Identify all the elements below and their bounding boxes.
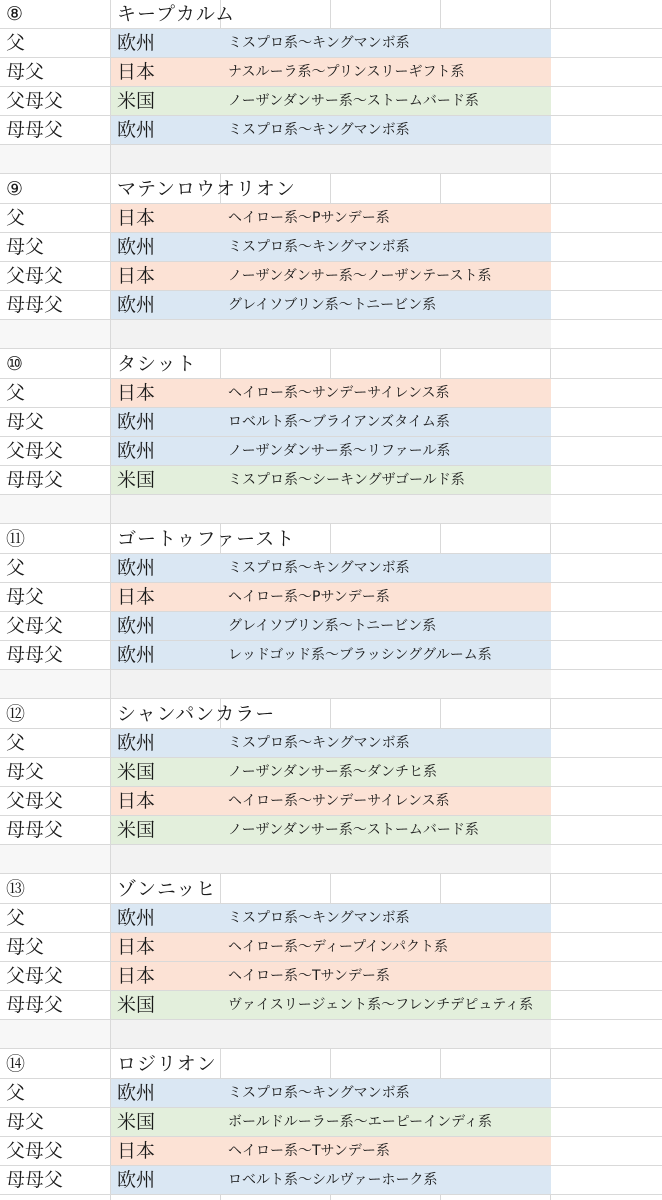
relation-label: 父母父 xyxy=(6,1140,64,1162)
region-label: 欧州 xyxy=(117,294,156,316)
pedigree-row xyxy=(0,1079,662,1108)
region-label: 日本 xyxy=(117,936,156,958)
relation-label: 父母父 xyxy=(6,440,64,462)
horse-number: ⑭ xyxy=(6,1053,26,1075)
pedigree-row xyxy=(0,204,662,233)
pedigree-row xyxy=(0,612,662,641)
horse-number: ⑧ xyxy=(6,3,24,25)
bloodline-label: ノーザンダンサー系～ダンチヒ系 xyxy=(228,764,438,780)
spacer-cell xyxy=(111,495,551,523)
relation-label: 父 xyxy=(6,32,26,54)
region-label: 日本 xyxy=(117,382,156,404)
region-label: 欧州 xyxy=(117,236,156,258)
relation-label: 父 xyxy=(6,557,26,579)
horse-number: ⑬ xyxy=(6,878,26,900)
pedigree-row xyxy=(0,816,662,845)
horse-name: ロジリオン xyxy=(117,1053,217,1075)
pedigree-row xyxy=(0,1166,662,1195)
bloodline-label: ロベルト系～シルヴァーホーク系 xyxy=(228,1172,438,1188)
region-label: 日本 xyxy=(117,965,156,987)
bloodline-label: ミスプロ系～キングマンボ系 xyxy=(228,35,410,51)
region-label: 欧州 xyxy=(117,411,156,433)
region-label: 米国 xyxy=(117,469,156,491)
relation-label: 母母父 xyxy=(6,994,64,1016)
horse-number: ⑨ xyxy=(6,178,24,200)
relation-label: 母父 xyxy=(6,236,45,258)
region-label: 米国 xyxy=(117,1111,156,1133)
relation-label: 母母父 xyxy=(6,119,64,141)
horse-number: ⑩ xyxy=(6,353,24,375)
pedigree-row xyxy=(0,87,662,116)
region-label: 米国 xyxy=(117,761,156,783)
region-label: 米国 xyxy=(117,90,156,112)
region-label: 日本 xyxy=(117,207,156,229)
relation-label: 母父 xyxy=(6,61,45,83)
relation-label: 父母父 xyxy=(6,790,64,812)
relation-label: 父 xyxy=(6,382,26,404)
bloodline-label: ノーザンダンサー系～ストームバード系 xyxy=(228,93,479,109)
horse-name: マテンロウオリオン xyxy=(117,178,296,200)
relation-label: 父 xyxy=(6,1082,26,1104)
spacer-row xyxy=(0,670,662,699)
relation-label: 母父 xyxy=(6,936,45,958)
horse-name: ゴートゥファースト xyxy=(117,528,296,550)
bloodline-label: ミスプロ系～キングマンボ系 xyxy=(228,239,410,255)
spacer-row xyxy=(0,145,662,174)
pedigree-row xyxy=(0,233,662,262)
relation-label: 父母父 xyxy=(6,615,64,637)
bloodline-label: ミスプロ系～キングマンボ系 xyxy=(228,122,410,138)
relation-label: 母父 xyxy=(6,411,45,433)
horse-header-row xyxy=(0,0,662,29)
bloodline-label: ヘイロー系～ディープインパクト系 xyxy=(228,939,448,955)
bloodline-label: ミスプロ系～キングマンボ系 xyxy=(228,1085,410,1101)
bloodline-label: ヘイロー系～Pサンデー系 xyxy=(228,589,390,605)
bloodline-label: ノーザンダンサー系～ストームバード系 xyxy=(228,822,479,838)
spacer-cell xyxy=(111,1020,551,1048)
bloodline-label: グレイソブリン系～トニービン系 xyxy=(228,618,437,634)
region-label: 欧州 xyxy=(117,907,156,929)
spacer-row xyxy=(0,845,662,874)
horse-header-row xyxy=(0,875,662,904)
pedigree-row xyxy=(0,408,662,437)
pedigree-row xyxy=(0,758,662,787)
relation-label: 父 xyxy=(6,907,26,929)
bloodline-label: ヴァイスリージェント系～フレンチデピュティ系 xyxy=(228,997,534,1013)
region-label: 米国 xyxy=(117,994,156,1016)
relation-label: 母母父 xyxy=(6,644,64,666)
pedigree-row xyxy=(0,262,662,291)
spacer-cell xyxy=(0,845,110,873)
pedigree-row xyxy=(0,29,662,58)
horse-name: タシット xyxy=(117,353,197,375)
pedigree-row xyxy=(0,1108,662,1137)
spacer-cell xyxy=(0,1020,110,1048)
spacer-cell xyxy=(0,145,110,173)
spacer-cell xyxy=(111,145,551,173)
spacer-cell xyxy=(111,670,551,698)
relation-label: 母父 xyxy=(6,1111,45,1133)
pedigree-row xyxy=(0,116,662,145)
pedigree-row xyxy=(0,641,662,670)
bloodline-label: ミスプロ系～キングマンボ系 xyxy=(228,735,410,751)
pedigree-row xyxy=(0,58,662,87)
pedigree-row xyxy=(0,291,662,320)
spacer-row xyxy=(0,495,662,524)
bloodline-label: ロベルト系～ブライアンズタイム系 xyxy=(228,414,450,430)
bloodline-label: レッドゴッド系～ブラッシンググルーム系 xyxy=(228,647,492,663)
horse-header-row xyxy=(0,525,662,554)
spacer-cell xyxy=(0,320,110,348)
relation-label: 父母父 xyxy=(6,90,64,112)
pedigree-row xyxy=(0,991,662,1020)
relation-label: 父母父 xyxy=(6,965,64,987)
region-label: 欧州 xyxy=(117,119,156,141)
spacer-row xyxy=(0,320,662,349)
horse-number: ⑪ xyxy=(6,528,26,550)
horse-name: キープカルム xyxy=(117,3,236,25)
relation-label: 母母父 xyxy=(6,1169,64,1191)
relation-label: 母父 xyxy=(6,761,45,783)
spacer-cell xyxy=(0,670,110,698)
pedigree-row xyxy=(0,962,662,991)
bloodline-label: ミスプロ系～キングマンボ系 xyxy=(228,910,410,926)
region-label: 欧州 xyxy=(117,557,156,579)
bloodline-label: ヘイロー系～サンデーサイレンス系 xyxy=(228,385,450,401)
region-label: 日本 xyxy=(117,790,156,812)
pedigree-row xyxy=(0,466,662,495)
pedigree-row xyxy=(0,787,662,816)
region-label: 日本 xyxy=(117,265,156,287)
bloodline-label: ヘイロー系～Tサンデー系 xyxy=(228,1143,390,1159)
horse-name: シャンパンカラー xyxy=(117,703,276,725)
spacer-row xyxy=(0,1020,662,1049)
relation-label: 母母父 xyxy=(6,819,64,841)
spacer-cell xyxy=(111,845,551,873)
horse-header-row xyxy=(0,700,662,729)
region-label: 日本 xyxy=(117,1140,156,1162)
bloodline-label: ヘイロー系～Pサンデー系 xyxy=(228,210,390,226)
region-label: 日本 xyxy=(117,586,156,608)
bloodline-label: ヘイロー系～Tサンデー系 xyxy=(228,968,390,984)
relation-label: 父 xyxy=(6,207,26,229)
horse-number: ⑫ xyxy=(6,703,26,725)
spacer-cell xyxy=(0,495,110,523)
bloodline-label: ボールドルーラー系～エーピーインディ系 xyxy=(228,1114,493,1130)
region-label: 欧州 xyxy=(117,440,156,462)
bloodline-label: ミスプロ系～シーキングザゴールド系 xyxy=(228,472,465,488)
pedigree-row xyxy=(0,1137,662,1166)
pedigree-row xyxy=(0,437,662,466)
relation-label: 父 xyxy=(6,732,26,754)
relation-label: 母父 xyxy=(6,586,45,608)
bloodline-label: ノーザンダンサー系～ノーザンテースト系 xyxy=(228,268,492,284)
bloodline-label: ヘイロー系～サンデーサイレンス系 xyxy=(228,793,450,809)
relation-label: 母母父 xyxy=(6,469,64,491)
horse-header-row xyxy=(0,1050,662,1079)
pedigree-row xyxy=(0,729,662,758)
region-label: 欧州 xyxy=(117,615,156,637)
bloodline-label: ナスルーラ系～プリンスリーギフト系 xyxy=(228,64,465,80)
region-label: 米国 xyxy=(117,819,156,841)
region-label: 日本 xyxy=(117,61,156,83)
pedigree-row xyxy=(0,554,662,583)
horse-header-row xyxy=(0,350,662,379)
pedigree-row xyxy=(0,933,662,962)
region-label: 欧州 xyxy=(117,644,156,666)
region-label: 欧州 xyxy=(117,1082,156,1104)
pedigree-row xyxy=(0,904,662,933)
region-label: 欧州 xyxy=(117,32,156,54)
region-label: 欧州 xyxy=(117,1169,156,1191)
spacer-cell xyxy=(111,320,551,348)
bloodline-label: ミスプロ系～キングマンボ系 xyxy=(228,560,410,576)
relation-label: 母母父 xyxy=(6,294,64,316)
bloodline-label: ノーザンダンサー系～リファール系 xyxy=(228,443,451,459)
pedigree-row xyxy=(0,583,662,612)
horse-name: ゾンニッヒ xyxy=(117,878,217,900)
horse-header-row xyxy=(0,175,662,204)
relation-label: 父母父 xyxy=(6,265,64,287)
bloodline-label: グレイソブリン系～トニービン系 xyxy=(228,297,437,313)
pedigree-row xyxy=(0,379,662,408)
region-label: 欧州 xyxy=(117,732,156,754)
